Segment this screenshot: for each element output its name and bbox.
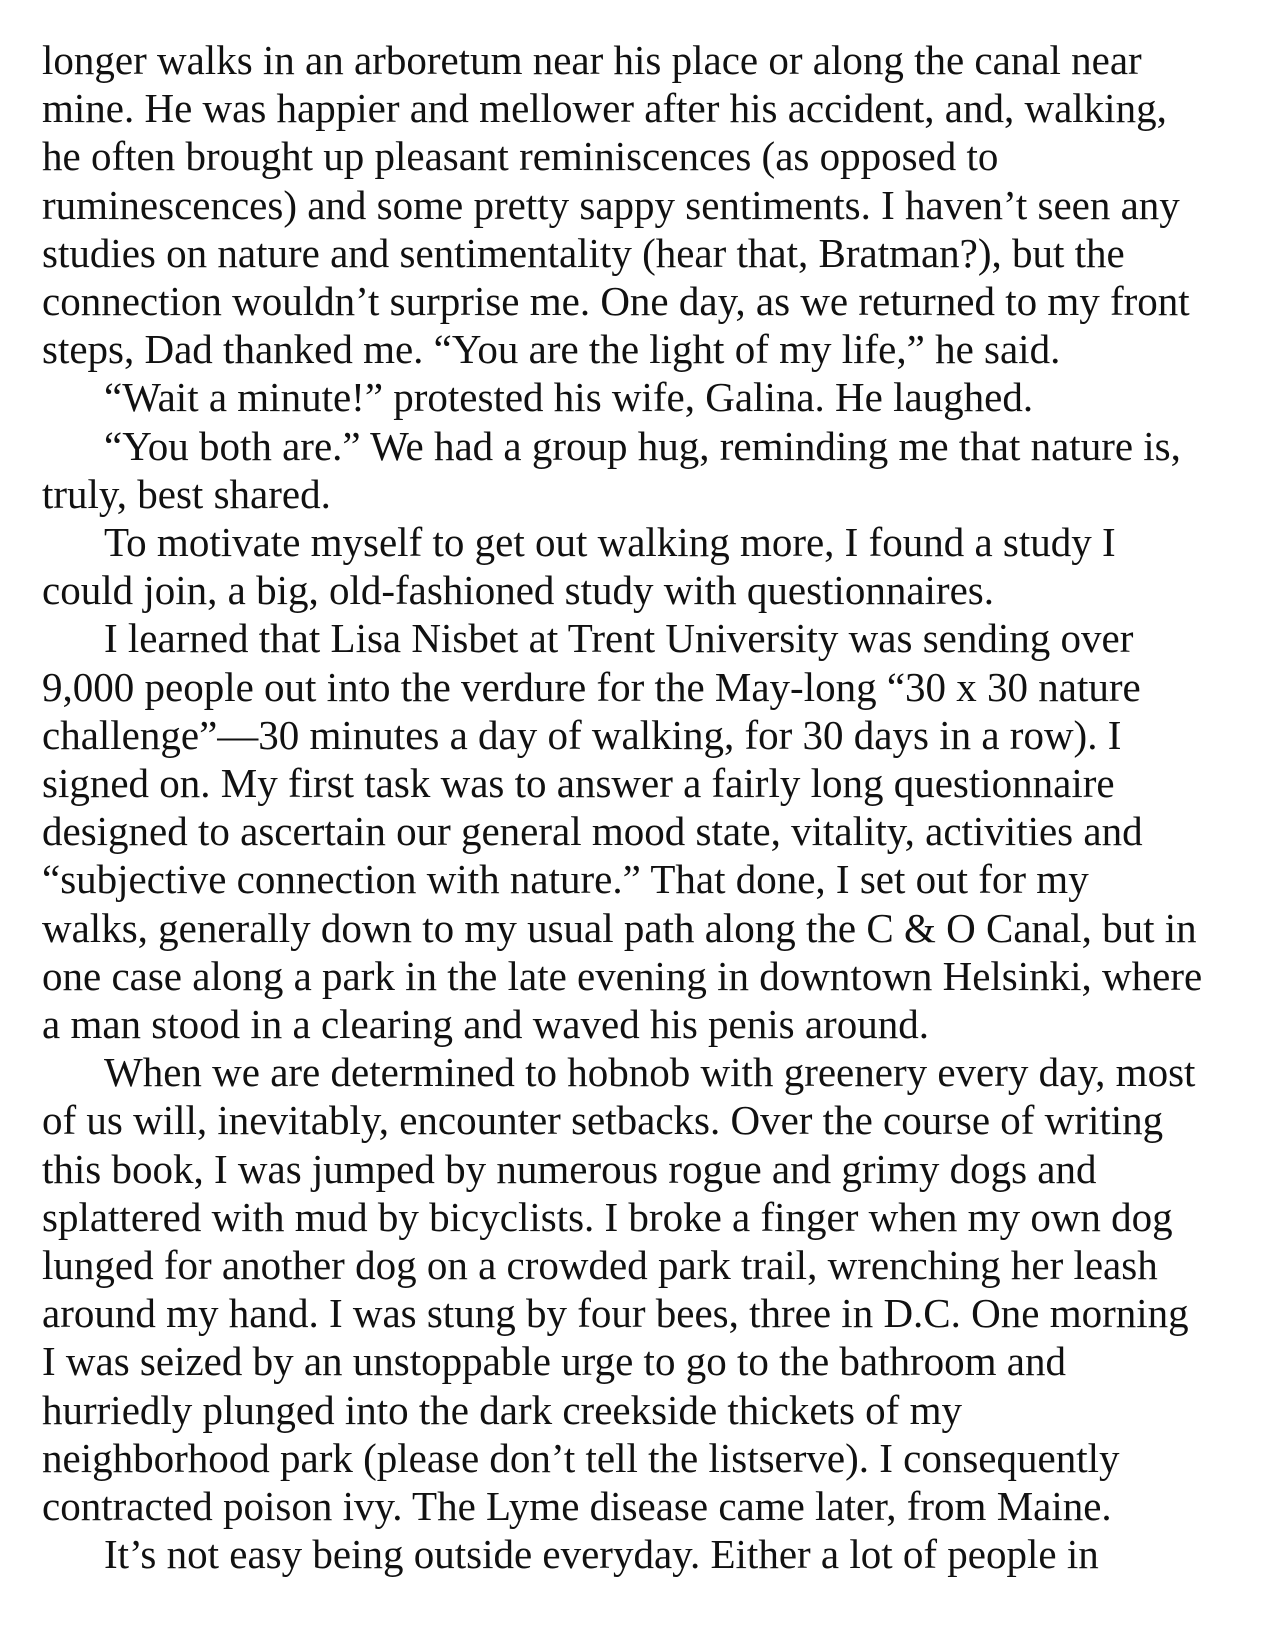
text-line: hurriedly plunged into the dark creekside thickets of my	[42, 1386, 962, 1433]
text-line: steps, Dad thanked me. “You are the light of my life,” he said.	[42, 326, 1061, 373]
paragraph	[42, 1530, 1252, 1578]
text-line: longer walks in an arboretum near his place or along the canal near	[42, 37, 1142, 83]
text-line: one case along a park in the late evening in downtown Helsinki, where	[42, 952, 1203, 999]
text-line: It’s not easy being outside everyday. Either a lot of people in	[104, 1531, 1099, 1578]
text-line: he often brought up pleasant reminiscences (as opposed to	[42, 133, 999, 180]
paragraph	[42, 373, 1252, 421]
text-line: this book, I was jumped by numerous rogue and grimy dogs and	[42, 1145, 1097, 1192]
paragraph	[42, 36, 1252, 373]
text-line: truly, best shared.	[42, 470, 331, 517]
text-line: splattered with mud by bicyclists. I broke a finger when my own dog	[42, 1193, 1173, 1240]
paragraph	[42, 422, 1252, 518]
text-line: contracted poison ivy. The Lyme disease came later, from Maine.	[42, 1483, 1112, 1530]
text-line: mine. He was happier and mellower after his accident, and, walking,	[42, 85, 1167, 132]
text-line: neighborhood park (please don’t tell the listserve). I consequently	[42, 1434, 1120, 1481]
text-line: I was seized by an unstoppable urge to go to the bathroom and	[42, 1338, 1066, 1385]
text-line: of us will, inevitably, encounter setbacks. Over the course of writing	[42, 1097, 1164, 1144]
text-line: studies on nature and sentimentality (hear that, Bratman?), but the	[42, 229, 1125, 276]
text-line: around my hand. I was stung by four bees, three in D.C. One morning	[42, 1290, 1189, 1337]
text-line: a man stood in a clearing and waved his penis around.	[42, 1001, 929, 1048]
text-line: I learned that Lisa Nisbet at Trent University was sending over	[104, 615, 1134, 662]
paragraph	[42, 518, 1252, 614]
text-line: connection wouldn’t surprise me. One day, as we returned to my front	[42, 278, 1190, 325]
text-line: When we are determined to hobnob with greenery every day, most	[104, 1049, 1196, 1096]
text-line: walks, generally down to my usual path along the C & O Canal, but in	[42, 904, 1197, 951]
text-line: could join, a big, old-fashioned study with questionnaires.	[42, 567, 994, 614]
page-body	[42, 36, 1252, 1579]
text-line: designed to ascertain our general mood state, vitality, activities and	[42, 808, 1143, 855]
text-line: “subjective connection with nature.” That done, I set out for my	[42, 856, 1089, 903]
paragraph	[42, 614, 1252, 1048]
text-line: 9,000 people out into the verdure for the May-long “30 x 30 nature	[42, 663, 1141, 710]
text-line: To motivate myself to get out walking more, I found a study I	[104, 519, 1116, 566]
text-line: lunged for another dog on a crowded park trail, wrenching her leash	[42, 1242, 1158, 1289]
text-line: signed on. My first task was to answer a fairly long questionnaire	[42, 760, 1115, 807]
text-line: “Wait a minute!” protested his wife, Galina. He laughed.	[104, 374, 1034, 421]
paragraph	[42, 1048, 1252, 1530]
text-line: challenge”—30 minutes a day of walking, for 30 days in a row). I	[42, 711, 1122, 758]
text-line: “You both are.” We had a group hug, reminding me that nature is,	[104, 422, 1181, 469]
text-line: ruminescences) and some pretty sappy sentiments. I haven’t seen any	[42, 181, 1180, 228]
